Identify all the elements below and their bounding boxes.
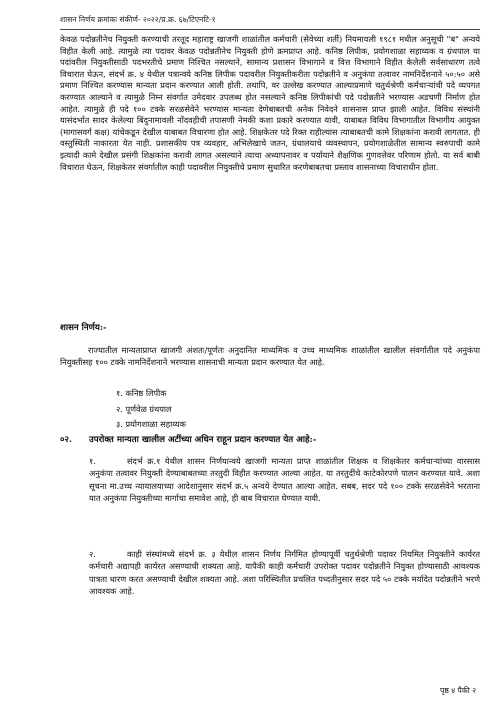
decision-heading: शासन निर्णय:-: [60, 323, 107, 333]
condition-1-number: १.: [89, 456, 96, 466]
header-divider: [60, 29, 480, 30]
section-title: उपरोक्त मान्यता खालील अटींच्या अधिन राहून प्रदान करण्यात येत आहे:-: [89, 435, 317, 445]
list-item: २. पूर्णवेळ ग्रंथपाल: [116, 403, 172, 414]
post-list: [116, 386, 186, 433]
body-paragraph-1-text: केवळ पदोन्नतीनेच नियुक्ती करण्याची तरतूद महाराष्ट्र खाजगी शाळांतील कर्मचारी (सेवेच्या शर्ती) नियमावली १९८१ मधील अनुसूची "ब" अन्वये विहीत केली आहे. त्यामुळे त्या पदावर केवळ पदोन्नतीनेच नियुक्ती होणे क्रमप्राप्त आहे. कनिष्ठ लिपीक, प्रयोगशाळा सहाय्यक व ग्रंथपाल या पदांवरील नियुक्तीसाठी पदभरतीचे प्रमाण निश्चित नसल्याने, सामान्य प्रशासन विभागाने व वित्त विभागाने विहीत केलेली सर्वसाधारण तत्वे विचारात घेऊन, संदर्भ क्र. ४ येथील पत्रान्वये कनिष्ठ लिपीक पदावरील नियुक्तीकरीता पदोन्नतीने व अनुकंपा तत्वावर नामनिर्देशनाने ५०:५० असे प्रमाण निश्चित करण्यास मान्यता प्रदान करण्यात आली होती. तथापि, वर उल्लेख करण्यात आल्याप्रमाणे चतुर्थश्रेणी कर्मचाऱ्यांची पदे व्यपगत करण्यात आल्याने व त्यामुळे निम्न संवर्गात उमेदवार उपलब्ध होत नसल्याने कनिष्ठ लिपीकांची पदे पदोन्नतीने भरण्यास अडचणी निर्माण होत आहेत. त्यामुळे ही पदे १०० टक्के सरळसेवेने भरण्यास मान्यता देणेबाबतची अनेक निवेदने शासनास प्राप्त झाली आहेत. विविध संस्थांनी यासंदर्भात सादर केलेल्या बिंदुनामावली नोंदवहीची तपासणी नेमकी कशा प्रकारे करण्यात यावी, याबाबत विविध विभागातील विभागीय आयुक्त (मागासवर्ग कक्ष) यांचेकडून देखील याबाबत विचारणा होत आहे. शिक्षकेतर पदे रिक्त राहील्यास त्याबाबतची कामे शिक्षकांना करावी लागतात. ही वस्तुस्थिती नाकारता येत नाही. प्रशासकीय पत्र व्यवहार, अभिलेखाचे जतन, ग्रंथालयाचे व्यवस्थापन, प्रयोगशाळेतील सामान्य स्वरुपाची कामे इत्यादी कामे देखील प्रसंगी शिक्षकांना करावी लागत असल्याने त्याचा अध्यापनावर व पर्यायाने शैक्षणिक गुणवत्तेवर परिणाम होतो. या सर्व बाबी विचारात घेऊन, शिक्षकेतर संवर्गातील काही पदावरील नियुक्तीचे प्रमाण सुधारित करणेबाबतचा प्रस्ताव शासनाच्या विचाराधीन होता.: [60, 34, 480, 172]
page-header: शासन निर्णय क्रमांकः संकीर्ण- २०२२/प्र.क्र. ६७/टिएनटि-१: [60, 15, 216, 24]
condition-2-number: २.: [89, 549, 96, 559]
condition-2: [89, 548, 480, 598]
section-number: ०२.: [60, 435, 72, 445]
condition-1: [89, 455, 480, 505]
condition-1-text: संदर्भ क्र.१ येथील शासन निर्णयान्वये खाजगी मान्यता प्राप्त शाळांतील शिक्षक व शिक्षकेतर कर्मचाऱ्यांच्या वारसास अनुकंपा तत्वावर नियुक्ती देण्याबाबतच्या तरतुदी विहीत करण्यात आल्या आहेत. या तरतुदींचे काटेकोरपणे पालन करण्यात यावे. अशा सूचना मा.उच्च न्यायालयाच्या आदेशानुसार संदर्भ क्र.५ अन्वये देण्यात आल्या आहेत. सबब, सदर पदे १०० टक्के सरळसेवेने भरताना यात अनुकंपा नियुक्तीच्या मार्गाचा समावेश आहे, ही बाब विचारात घेण्यात यावी.: [89, 456, 480, 504]
decision-intro: राज्यातील मान्यताप्राप्त खाजगी अंशतः/पूर्णतः अनुदानित माध्यमिक व उच्च माध्यमिक शाळांतील खालील संवर्गातील पदे अनुकंपा नियुक्तीसह १०० टक्के नामनिर्देशनाने भरण्यास शासनाची मान्यता प्रदान करण्यात येत आहे.: [60, 345, 480, 367]
list-item: ३. प्रयोगशाळा सहाय्यक: [116, 419, 186, 429]
condition-2-text: काही संस्थांमध्ये संदर्भ क्र. ३ येथील शासन निर्णय निर्गमित होण्यापूर्वी चतुर्थश्रेणी पदावर नियमित नियुक्तीने कार्यरत कर्मचारी अद्यापही कार्यरत असण्याची शक्यता आहे. यापैकी काही कर्मचारी उपरोक्त पदावर पदोन्नतीने नियुक्त होण्यासाठी आवश्यक पात्रता धारण करत असण्याची देखील शक्यता आहे. अशा परिस्थितीत प्रचलित पध्दतीनुसार सदर पदे ५० टक्के मर्यादेत पदोन्नतीने भरणे आवश्यक आहे.: [89, 549, 480, 597]
body-paragraph-1: [60, 34, 480, 173]
page-number: पृष्ठ ४ पैकी २: [440, 686, 477, 695]
list-item: १. कनिष्ठ लिपीक: [116, 388, 167, 398]
